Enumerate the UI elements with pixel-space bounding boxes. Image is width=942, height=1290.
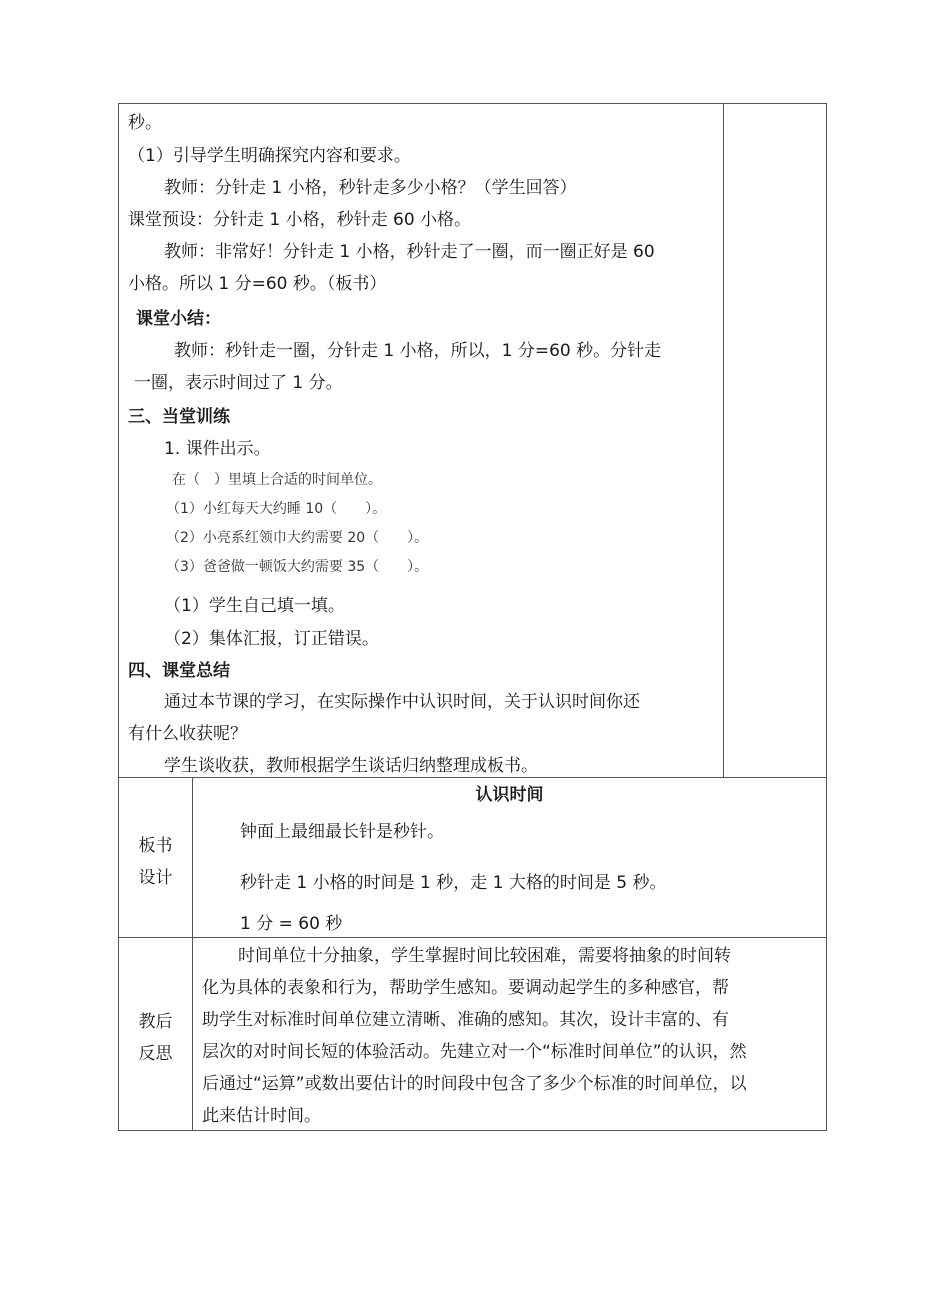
table-border-bottom bbox=[118, 1130, 827, 1131]
board-line: 秒针走 1 小格的时间是 1 秒，走 1 大格的时间是 5 秒。 bbox=[240, 873, 667, 893]
text-line: （1）学生自己填一填。 bbox=[164, 596, 345, 616]
exercise-instruction: 在（ ）里填上合适的时间单位。 bbox=[172, 472, 382, 488]
reflection-label: 反思 bbox=[138, 1044, 173, 1064]
table-border-left bbox=[118, 103, 119, 1131]
section-heading-summary: 课堂小结： bbox=[136, 309, 221, 329]
table-border-top bbox=[118, 103, 827, 104]
text-line: 教师：分针走 1 小格，秒针走多少小格？（学生回答） bbox=[164, 178, 577, 198]
board-title: 认识时间 bbox=[475, 785, 544, 805]
reflection-line: 助学生对标准时间单位建立清晰、准确的感知。其次，设计丰富的、有 bbox=[202, 1010, 729, 1030]
label-column-divider bbox=[192, 777, 193, 1131]
text-line: 1. 课件出示。 bbox=[164, 439, 271, 459]
board-label: 板书 bbox=[138, 836, 173, 856]
text-line: 学生谈收获，教师根据学生谈话归纳整理成板书。 bbox=[164, 756, 538, 776]
text-line: 有什么收获呢？ bbox=[128, 724, 247, 744]
text-line: 秒。 bbox=[128, 113, 162, 133]
reflection-label: 教后 bbox=[138, 1012, 173, 1032]
text-line: （1）引导学生明确探究内容和要求。 bbox=[128, 146, 411, 166]
exercise-item: （2）小亮系红领巾大约需要 20（ ）。 bbox=[166, 530, 429, 546]
reflection-line: 后通过“运算”或数出要估计的时间段中包含了多少个标准的时间单位，以 bbox=[202, 1074, 747, 1094]
text-line: 教师：非常好！分针走 1 小格，秒针走了一圈，而一圈正好是 60 bbox=[164, 242, 655, 262]
exercise-item: （3）爸爸做一顿饭大约需要 35（ ）。 bbox=[166, 559, 429, 575]
text-line: 通过本节课的学习，在实际操作中认识时间，关于认识时间你还 bbox=[164, 692, 640, 712]
upper-inner-divider bbox=[723, 103, 724, 777]
text-line: 一圈，表示时间过了 1 分。 bbox=[134, 373, 343, 393]
text-line: 课堂预设：分针走 1 小格，秒针走 60 小格。 bbox=[128, 210, 472, 230]
reflection-line: 此来估计时间。 bbox=[202, 1106, 321, 1126]
reflection-line: 化为具体的表象和行为，帮助学生感知。要调动起学生的多种感官，帮 bbox=[202, 978, 729, 998]
text-line: 教师：秒针走一圈，分针走 1 小格，所以，1 分=60 秒。分针走 bbox=[174, 341, 662, 361]
exercise-item: （1）小红每天大约睡 10（ ）。 bbox=[166, 501, 387, 517]
board-label: 设计 bbox=[138, 868, 173, 888]
section-heading-conclusion: 四、课堂总结 bbox=[128, 661, 230, 681]
board-line: 1 分 = 60 秒 bbox=[240, 914, 343, 934]
text-line: （2）集体汇报，订正错误。 bbox=[164, 629, 379, 649]
table-border-right bbox=[826, 103, 827, 1131]
text-line: 小格。所以 1 分=60 秒。（板书） bbox=[128, 274, 387, 294]
row-divider-reflection bbox=[118, 937, 827, 938]
reflection-line: 层次的对时间长短的体验活动。先建立对一个“标准时间单位”的认识，然 bbox=[202, 1042, 747, 1062]
section-heading-practice: 三、当堂训练 bbox=[128, 407, 230, 427]
reflection-line: 时间单位十分抽象，学生掌握时间比较困难，需要将抽象的时间转 bbox=[238, 946, 731, 966]
board-line: 钟面上最细最长针是秒针。 bbox=[240, 822, 444, 842]
